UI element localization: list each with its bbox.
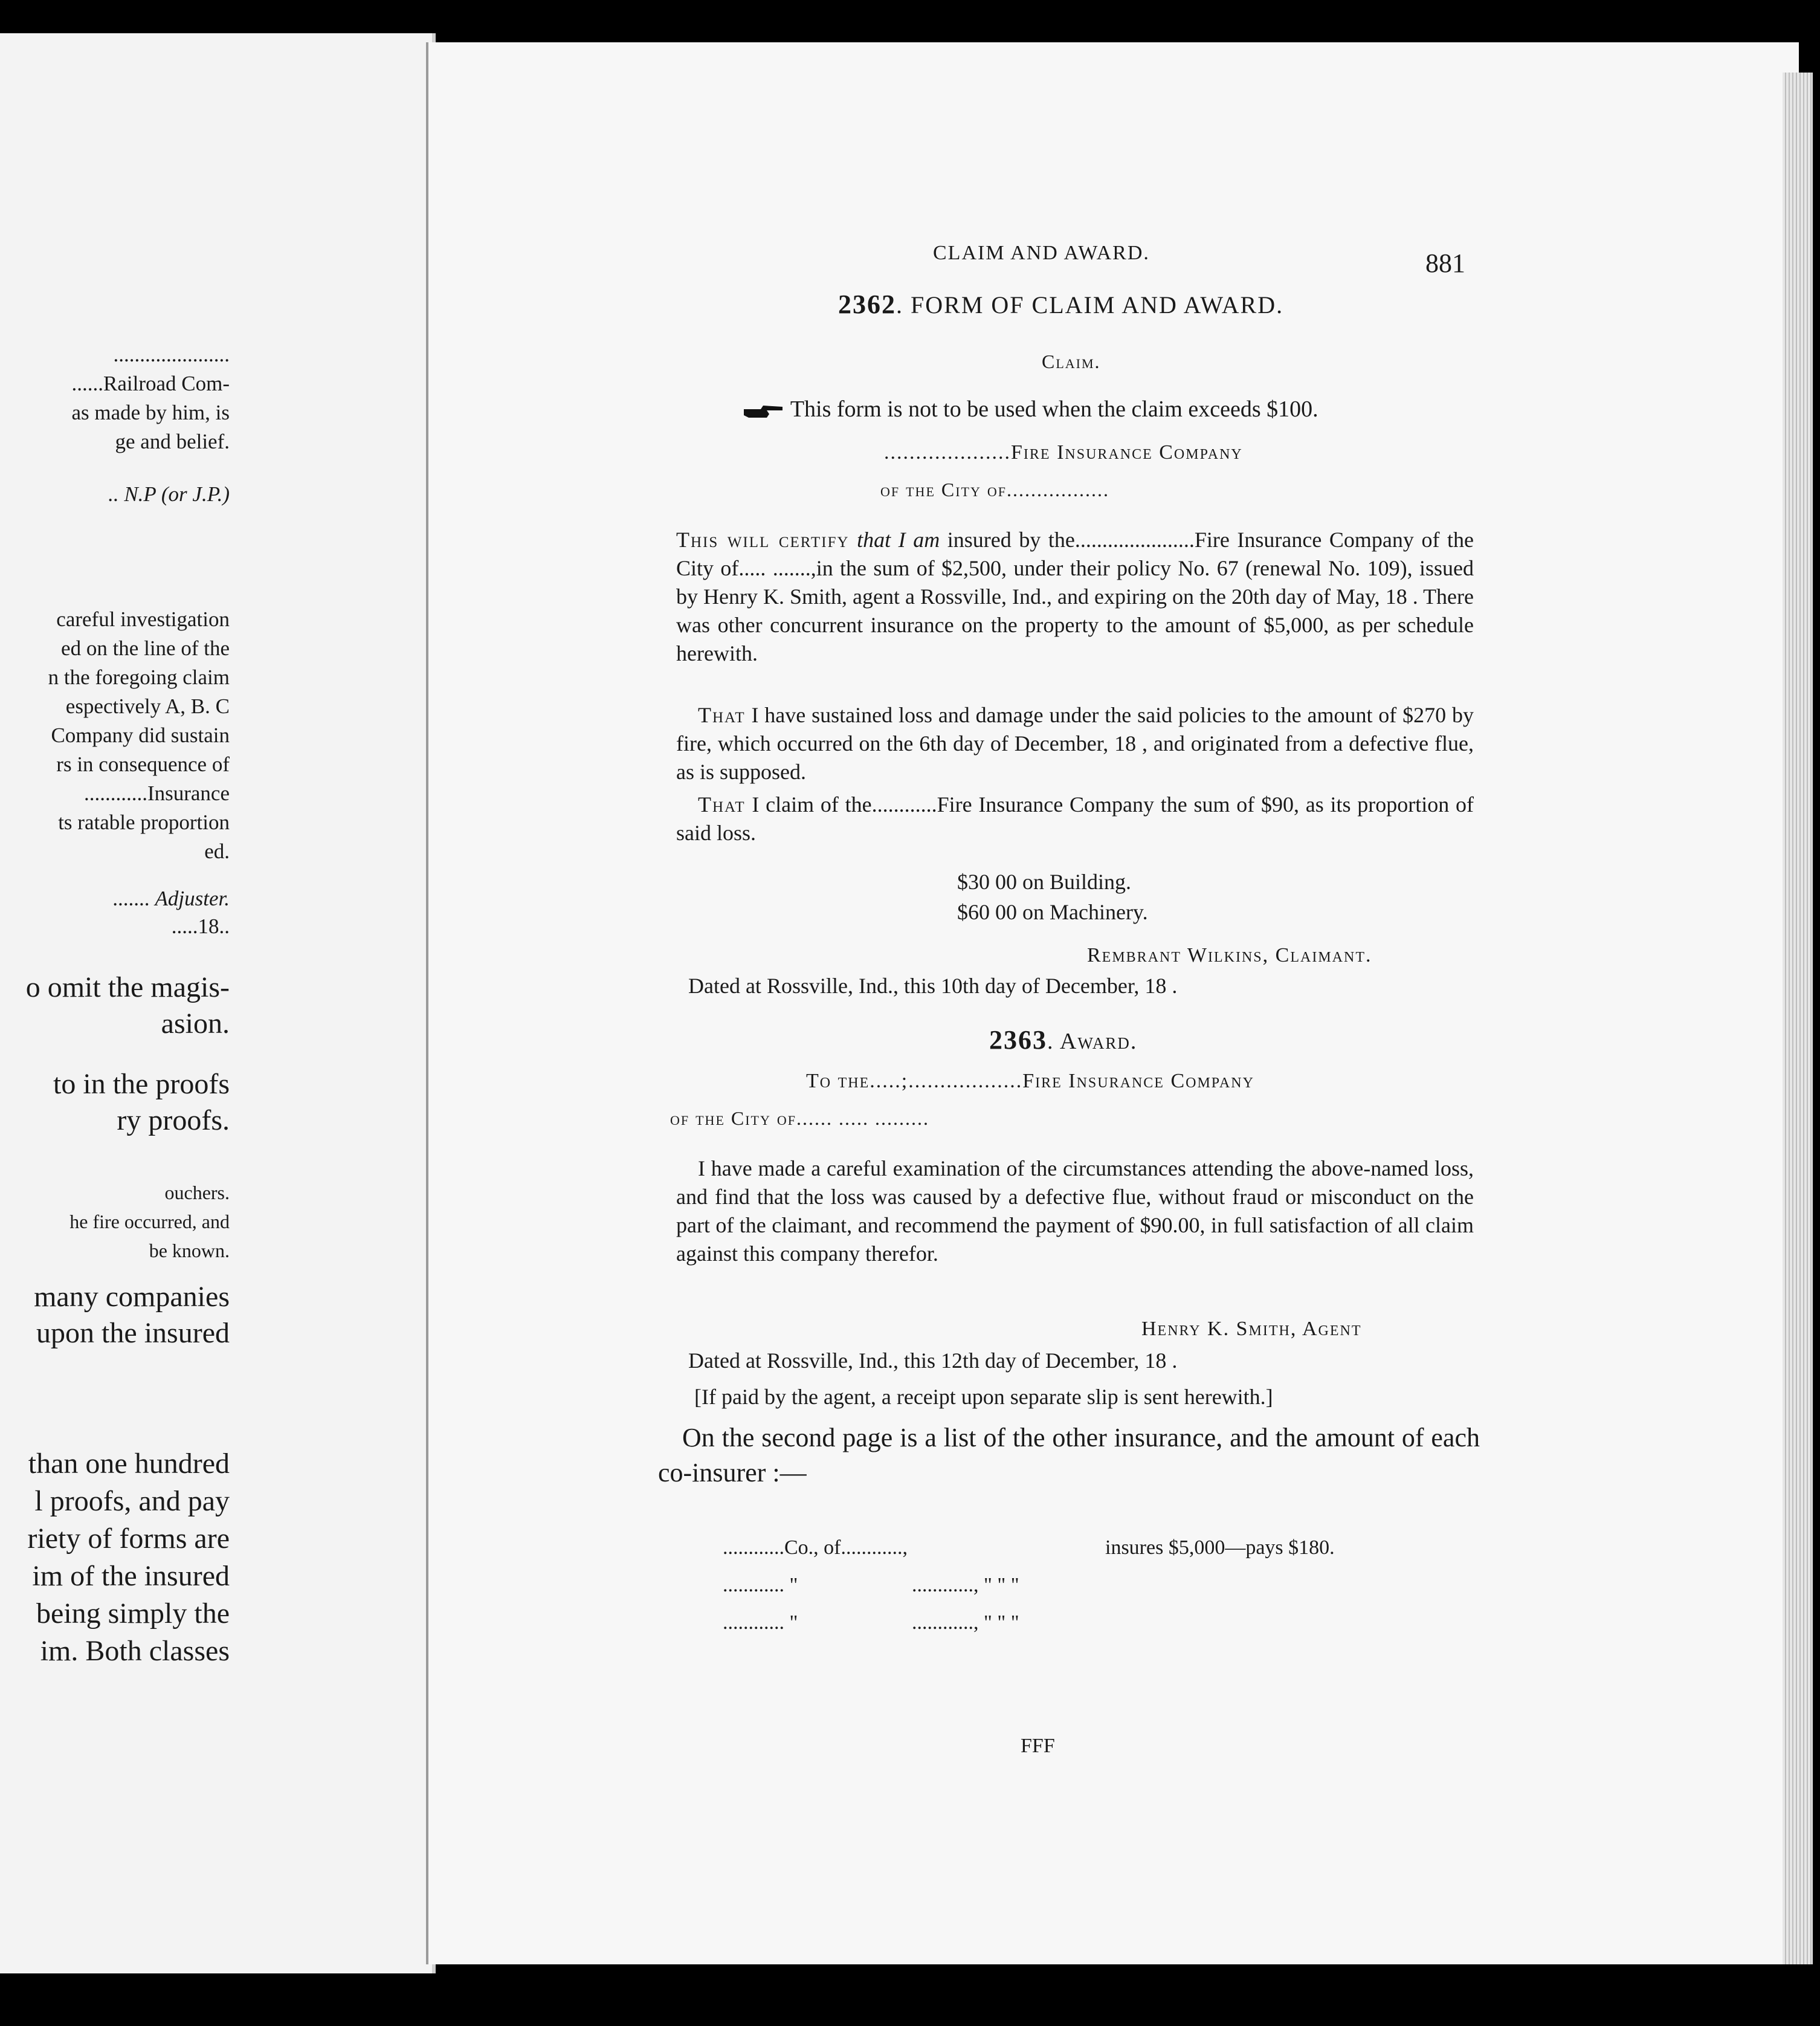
section-title: . FORM OF CLAIM AND AWARD.	[896, 291, 1284, 319]
left-line: l proofs, and pay	[34, 1485, 230, 1517]
left-line: rs in consequence of	[56, 752, 230, 776]
section-2362-heading	[838, 289, 1283, 320]
left-line: asion.	[161, 1008, 230, 1040]
form-note-line	[743, 396, 1318, 422]
left-line: im. Both classes	[40, 1635, 230, 1667]
company-line-1: ....................Fire Insurance Company	[884, 441, 1243, 464]
left-line: im of the insured	[32, 1560, 230, 1592]
paragraph-text: insured by the......................Fire Insurance Company of the City of..... .......,in the sum of $2,500, under their policy No. 67 (renewal No. 109), issued by Henry K. Smith, agent a Rossville, Ind., and expiring on the 20th day of May, 18 . There was other concurrent insurance on the property to the amount of $5,000, as per schedule herewith.	[676, 528, 1474, 665]
company-line-2: of the City of.................	[880, 479, 1110, 500]
claim-amount-paragraph	[676, 791, 1474, 847]
form-note: This form is not to be used when the claim exceeds $100.	[790, 396, 1318, 422]
coinsurer-row-amount: insures $5,000—pays $180.	[1105, 1536, 1335, 1559]
left-line: ouchers.	[164, 1182, 230, 1203]
left-line: .. N.P (or J.P.)	[108, 482, 230, 506]
left-line: ed on the line of the	[61, 636, 230, 660]
page-edge-stack	[1783, 73, 1813, 1964]
left-line: o omit the magis-	[25, 971, 230, 1003]
left-line: ts ratable proportion	[58, 811, 230, 834]
left-line: than one hundred	[28, 1448, 230, 1480]
left-line: be known.	[149, 1240, 230, 1261]
left-line: ed.	[204, 840, 230, 863]
award-date-line: Dated at Rossville, Ind., this 12th day of December, 18 .	[688, 1348, 1178, 1373]
paragraph-lead: That	[698, 703, 746, 727]
page-number: 881	[1425, 248, 1465, 278]
running-title: CLAIM AND AWARD.	[933, 242, 1150, 264]
coinsurer-row-amount: ............, " " "	[912, 1611, 1019, 1634]
coinsurer-row-name: ............ "	[723, 1574, 798, 1596]
section-number: 2362	[838, 290, 896, 319]
coinsurer-row-name: ............ "	[723, 1611, 798, 1634]
left-line: Company did sustain	[51, 723, 230, 747]
pointing-hand-icon	[743, 402, 785, 420]
certify-paragraph	[676, 526, 1474, 668]
loss-paragraph	[676, 701, 1474, 786]
left-line: upon the insured	[36, 1317, 230, 1349]
second-page-note: On the second page is a list of the other insurance, and the amount of each co-insurer :—	[658, 1423, 1480, 1487]
award-paragraph: I have made a careful examination of the circumstances attending the above-named loss, and find that the loss was caused by a defective flue, without fraud or misconduct on the part of the claimant, and recommend the payment of $90.00, in full satisfaction of all claim against this company therefor.	[676, 1156, 1474, 1266]
left-line: ......................	[113, 343, 230, 366]
paragraph-text: I claim of the............Fire Insurance Company the sum of $90, as its proportion of said loss.	[676, 792, 1474, 845]
section-title: . Award.	[1047, 1029, 1138, 1054]
paragraph-text: I have sustained loss and damage under the said policies to the amount of $270 by fire, which occurred on the 6th day of December, 18 , and originated from a defective flue, as is supposed.	[676, 703, 1474, 784]
left-line: many companies	[34, 1281, 230, 1313]
right-page	[426, 42, 1799, 1964]
paragraph-lead: This will certify	[676, 528, 850, 552]
left-line: as made by him, is	[71, 401, 230, 424]
paragraph-lead-italic: that I am	[857, 528, 940, 552]
left-page-fragment	[0, 33, 436, 1973]
left-line: he fire occurred, and	[69, 1211, 230, 1232]
left-line: ......Railroad Com-	[71, 372, 230, 395]
left-line: to in the proofs	[53, 1068, 230, 1100]
left-line: espectively A, B. C	[65, 694, 230, 718]
section-number: 2363	[989, 1025, 1047, 1055]
signature-mark: FFF	[1021, 1735, 1055, 1757]
left-line: n the foregoing claim	[48, 665, 230, 689]
left-line: riety of forms are	[27, 1523, 230, 1555]
award-to-line-2: of the City of...... ..... .........	[670, 1107, 930, 1129]
claim-subheading: Claim.	[1042, 351, 1101, 372]
left-line: .....18..	[171, 914, 230, 938]
claim-date-line: Dated at Rossville, Ind., this 10th day of December, 18 .	[688, 974, 1178, 998]
left-line: ....... Adjuster.	[113, 887, 230, 910]
claim-item: $60 00 on Machinery.	[957, 900, 1148, 924]
paragraph-lead: That	[698, 792, 746, 817]
left-line: careful investigation	[56, 607, 230, 631]
claimant-signature: Rembrant Wilkins, Claimant.	[1087, 944, 1372, 966]
agent-signature: Henry K. Smith, Agent	[1141, 1318, 1362, 1340]
coinsurer-row-name: ............Co., of............,	[723, 1536, 908, 1559]
coinsurer-row-amount: ............, " " "	[912, 1574, 1019, 1596]
receipt-note: [If paid by the agent, a receipt upon separate slip is sent herewith.]	[694, 1385, 1273, 1409]
section-2363-heading	[989, 1024, 1137, 1055]
left-line: ge and belief.	[115, 430, 230, 453]
left-line: being simply the	[36, 1597, 230, 1630]
left-line: ry proofs.	[117, 1104, 230, 1136]
award-to-line-1: To the.....;..................Fire Insurance Company	[806, 1070, 1254, 1092]
left-line: ............Insurance	[83, 782, 230, 805]
claim-item: $30 00 on Building.	[957, 870, 1132, 894]
